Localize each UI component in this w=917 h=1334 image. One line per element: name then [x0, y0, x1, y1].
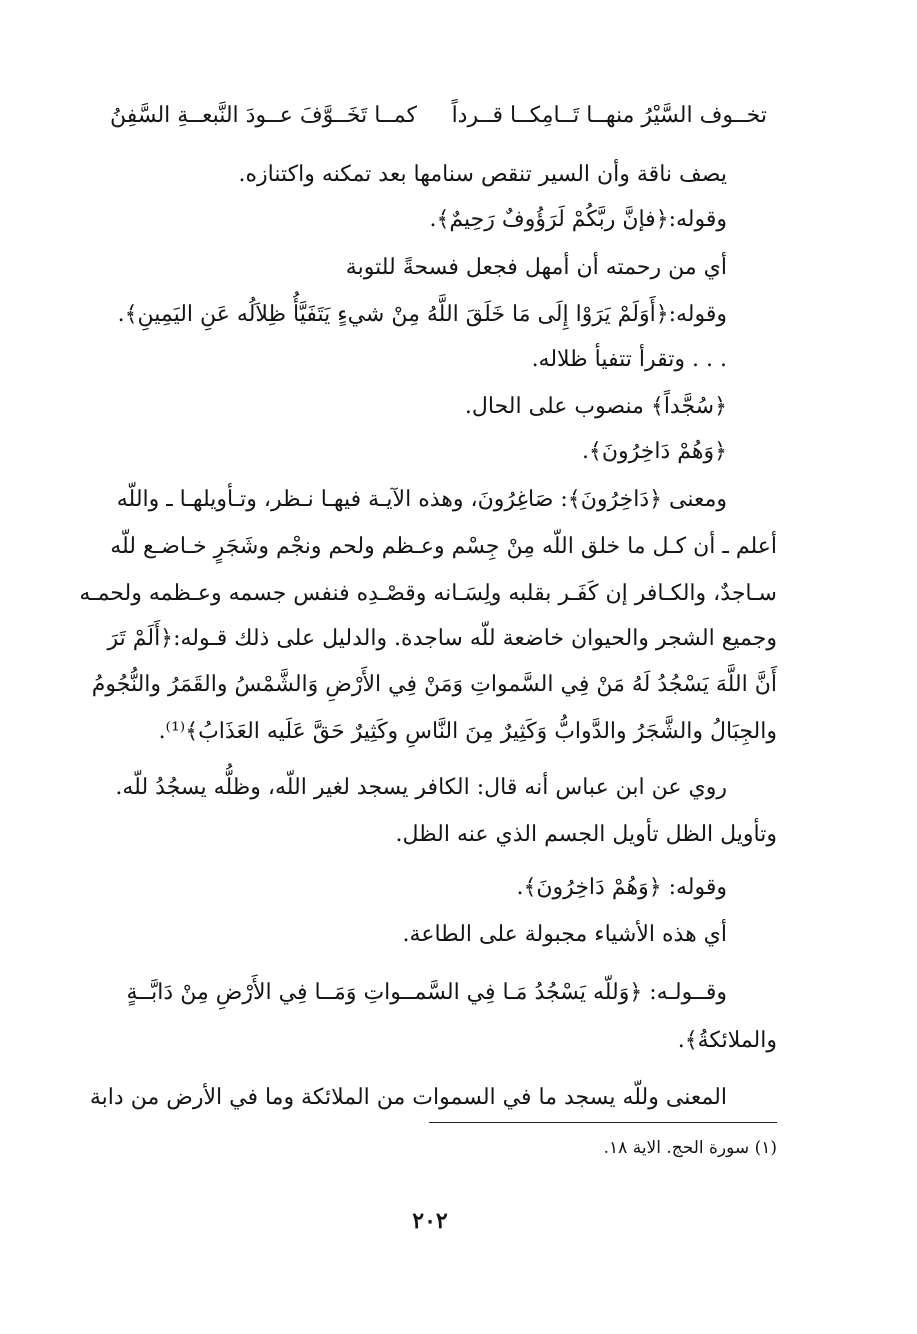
text-line: سـاجدٌ، والكـافر إن كَفَـر بقلبه ولِسَـانه وقصْـدِه فنفس جسمه وعـظمه ولحمـه — [79, 581, 777, 606]
page-number: ٢٠٢ — [412, 1208, 448, 1234]
text-line: أي من رحمته أن أمهل فجعل فسحةً للتوبة — [345, 255, 727, 280]
footnote-divider — [429, 1122, 777, 1123]
text-line: والجِبَالُ والشَّجَرُ والدَّوابُّ وَكَثِيرٌ مِنَ النَّاسِ وكَثِيرٌ حَقَّ عَلَيه العَذَابُ﴾⁽¹⁾. — [158, 719, 777, 744]
text-line: ﴿سُجَّداً﴾ منصوب على الحال. — [464, 394, 727, 419]
text-line: أي هذه الأشياء مجبولة على الطاعة. — [402, 922, 727, 947]
text-line: . . . وتقرأ تتفيأ ظلاله. — [531, 347, 727, 372]
text-line: وقــولـه: ﴿وَللّه يَسْجُدُ مَـا فِي السَّمــواتِ وَمَــا فِي الأَرْضِ مِنْ دَابَّــةٍ — [126, 980, 727, 1005]
text-line: وتأويل الظل تأويل الجسم الذي عنه الظل. — [395, 822, 777, 847]
text-line: أَنَّ اللَّهَ يَسْجُدُ لَهُ مَنْ فِي السَّمواتِ وَمَنْ فِي الأَرْضِ وَالشَّمْسُ والقَمَرُ والنُّجُومُ — [91, 672, 777, 697]
text-line: أعلم ـ أن كـل ما خلق اللّه مِنْ جِسْم وعـظم ولحم ونجْم وشَجَرٍ خـاضـع للّه — [110, 534, 777, 559]
footnote: (١) سورة الحج. الاية ١٨. — [603, 1138, 777, 1158]
text-line: روي عن ابن عباس أنه قال: الكافر يسجد لغير اللّه، وظلُّه يسجُدُ للّه. — [115, 775, 727, 800]
poem-second-hemistich: كمــا تَخَــوَّفَ عــودَ النَّبعــةِ السَّفِنُ — [109, 103, 417, 128]
text-line: والملائكةُ﴾. — [677, 1028, 777, 1053]
text-line: وقوله: ﴿وَهُمْ دَاخِرُونَ﴾. — [516, 875, 727, 900]
text-line: يصف ناقة وأن السير تنقص سنامها بعد تمكنه واكتنازه. — [238, 162, 727, 187]
text-line: ﴿وَهُمْ دَاخِرُونَ﴾. — [581, 439, 727, 464]
text-line: ومعنى ﴿دَاخِرُونَ﴾: صَاغِرُونَ، وهذه الآيـة فيهـا نـظر، وتـأويلهـا ـ واللّه — [116, 487, 727, 512]
text-line: المعنى وللّه يسجد ما في السموات من الملائكة وما في الأرض من دابة — [89, 1085, 727, 1110]
text-line: وقوله:﴿فإنَّ ربَّكُمْ لَرَؤُوفٌ رَحِيمٌ﴾. — [429, 207, 727, 232]
poem-first-hemistich: تخــوف السَّيْرُ منهــا تَــامِكــا قــرداً — [451, 103, 767, 128]
text-line: وجميع الشجر والحيوان خاضعة للّه ساجدة. والدليل على ذلك قـوله:﴿أَلَمْ تَرَ — [107, 626, 777, 651]
text-line: وقوله:﴿أَوَلَمْ يَرَوْا إِلَى مَا خَلَقَ اللَّهُ مِنْ شيءٍ يَتَفَيَّأُ ظِلاَلُه عَنِ اليَمِينِ﴾. — [117, 302, 727, 327]
